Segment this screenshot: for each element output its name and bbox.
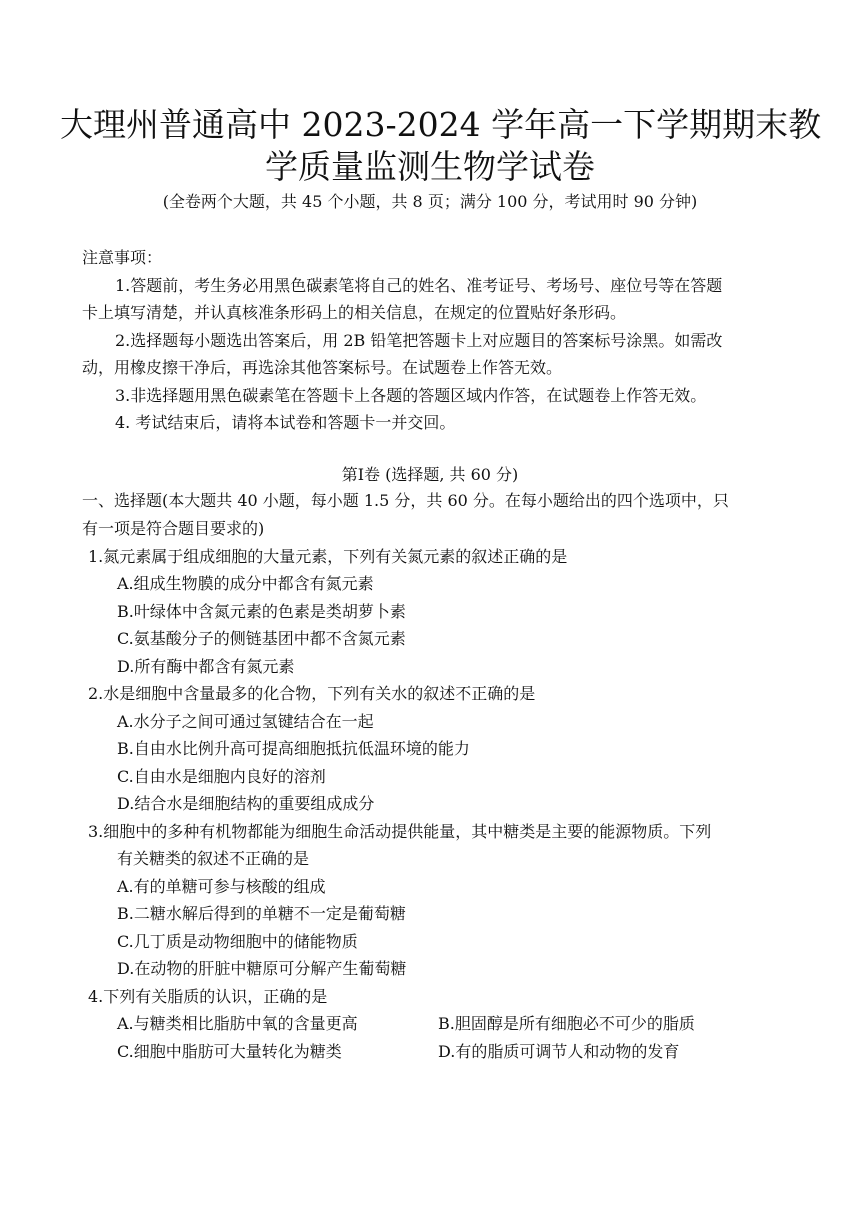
exam-subtitle: (全卷两个大题，共 45 个小题，共 8 页；满分 100 分，考试用时 90 分钟) (162, 192, 698, 211)
question-3-option-a: A.有的单糖可参与核酸的组成 (117, 877, 326, 896)
section-heading: 第Ⅰ卷 (选择题, 共 60 分) (341, 465, 519, 484)
question-4-stem: 4.下列有关脂质的认识，正确的是 (88, 987, 328, 1006)
question-2-option-b: B.自由水比例升高可提高细胞抵抗低温环境的能力 (117, 739, 470, 758)
question-1-option-a: A.组成生物膜的成分中都含有氮元素 (117, 574, 374, 593)
exam-title-line-2: 学质量监测生物学试卷 (265, 147, 595, 186)
question-4-option-d: D.有的脂质可调节人和动物的发育 (438, 1042, 680, 1061)
question-3-option-b: B.二糖水解后得到的单糖不一定是葡萄糖 (117, 904, 406, 923)
notice-item-2-line-2: 动，用橡皮擦干净后，再选涂其他答案标号。在试题卷上作答无效。 (82, 358, 563, 377)
notice-item-3: 3.非选择题用黑色碳素笔在答题卡上各题的答题区域内作答，在试题卷上作答无效。 (115, 386, 707, 405)
question-4-option-c: C.细胞中脂肪可大量转化为糖类 (117, 1042, 342, 1061)
question-2-option-c: C.自由水是细胞内良好的溶剂 (117, 767, 326, 786)
question-2-stem: 2.水是细胞中含量最多的化合物，下列有关水的叙述不正确的是 (88, 684, 536, 703)
part-instructions-line-1: 一、选择题(本大题共 40 小题，每小题 1.5 分，共 60 分。在每小题给出的四个选项中，只 (82, 491, 729, 510)
question-3-stem-line-2: 有关糖类的叙述不正确的是 (117, 849, 310, 868)
question-1-option-c: C.氨基酸分子的侧链基团中都不含氮元素 (117, 629, 406, 648)
notice-heading: 注意事项： (82, 248, 163, 267)
exam-title-line-1: 大理州普通高中 2023-2024 学年高一下学期期末教 (60, 105, 822, 144)
question-4-option-a: A.与糖类相比脂肪中氧的含量更高 (117, 1014, 358, 1033)
part-instructions-line-2: 有一项是符合题目要求的) (82, 519, 265, 538)
question-1-option-d: D.所有酶中都含有氮元素 (117, 657, 295, 676)
question-1-stem: 1.氮元素属于组成细胞的大量元素，下列有关氮元素的叙述正确的是 (88, 547, 568, 566)
notice-item-2-line-1: 2.选择题每小题选出答案后，用 2B 铅笔把答题卡上对应题目的答案标号涂黑。如需改 (115, 331, 723, 350)
question-4-option-b: B.胆固醇是所有细胞必不可少的脂质 (438, 1014, 695, 1033)
question-3-option-c: C.几丁质是动物细胞中的储能物质 (117, 932, 358, 951)
question-3-option-d: D.在动物的肝脏中糖原可分解产生葡萄糖 (117, 959, 407, 978)
notice-item-1-line-1: 1.答题前，考生务必用黑色碳素笔将自己的姓名、准考证号、考场号、座位号等在答题 (115, 276, 723, 295)
notice-item-1-line-2: 卡上填写清楚，并认真核准条形码上的相关信息，在规定的位置贴好条形码。 (82, 303, 627, 322)
question-2-option-a: A.水分子之间可通过氢键结合在一起 (117, 712, 374, 731)
question-3-stem-line-1: 3.细胞中的多种有机物都能为细胞生命活动提供能量，其中糖类是主要的能源物质。下列 (88, 822, 712, 841)
notice-item-4: 4. 考试结束后，请将本试卷和答题卡一并交回。 (115, 413, 456, 432)
question-2-option-d: D.结合水是细胞结构的重要组成成分 (117, 794, 375, 813)
question-1-option-b: B.叶绿体中含氮元素的色素是类胡萝卜素 (117, 602, 406, 621)
